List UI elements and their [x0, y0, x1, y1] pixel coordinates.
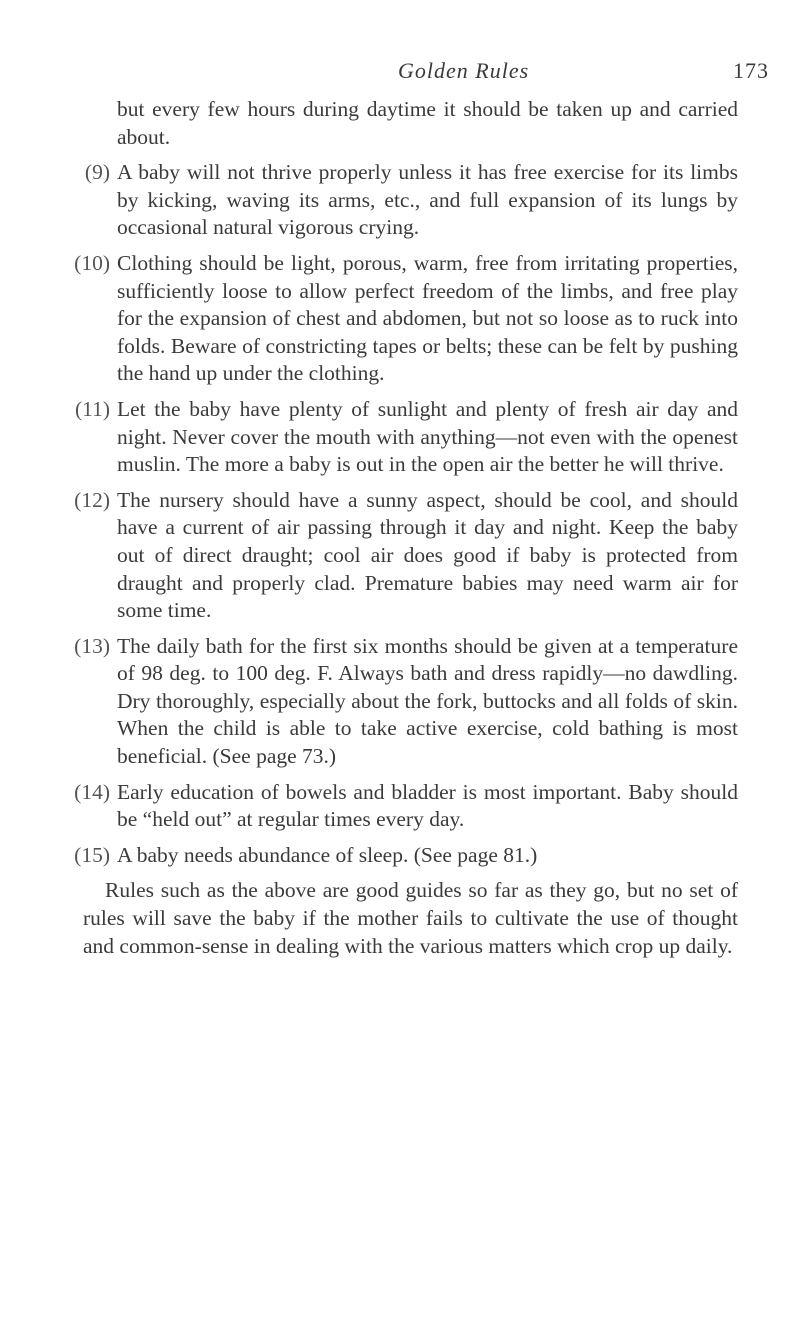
rule-number: (10) [74, 250, 110, 275]
rule-text: Early education of bowels and bladder is most important. Baby should be “held out” at regular times every day. [117, 779, 738, 832]
rule-text: A baby needs abundance of sleep. (See page 81.) [117, 842, 538, 867]
rule-number: (12) [74, 487, 110, 512]
rule-item-10 [0, 250, 800, 388]
rule-item-14 [0, 779, 800, 834]
rule-item-13 [0, 633, 800, 771]
rule-item-9 [0, 159, 800, 242]
rule-number: (13) [74, 633, 110, 658]
rule-item-12 [0, 487, 800, 625]
rule-text: A baby will not thrive properly unless it has free exercise for its limbs by kicking, waving its arms, etc., and full expansion of its lungs by occasional natural vigorous crying. [117, 160, 738, 240]
rule-item-15 [0, 842, 800, 870]
rule-number: (9) [84, 160, 110, 185]
page-body [0, 96, 800, 960]
continuation-paragraph: but every few hours during daytime it should be taken up and carried about. [117, 97, 738, 149]
rule-text: Clothing should be light, porous, warm, free from irritating properties, sufficiently loose to allow perfect freedom of the limbs, and free play for the expansion of chest and abdomen, but not so loose as to ruck into folds. Beware of constricting tapes or belts; these can be felt by pushing the hand up under the clothing. [117, 250, 738, 386]
closing-paragraph: Rules such as the above are good guides so far as they go, but no set of rules will save the baby if the mother fails to cultivate the use of thought and common-sense in dealing with the various matters which crop up daily. [83, 878, 738, 958]
running-title: Golden Rules [398, 58, 530, 83]
rule-item-11 [0, 396, 800, 479]
running-head [0, 58, 800, 88]
rule-text: The daily bath for the first six months should be given at a temperature of 98 deg. to 100 deg. F. Always bath and dress rapidly—no dawdling. Dry thoroughly, especially about the fork, buttocks and all folds of skin. When the child is able to take active exercise, cold bathing is most beneficial. (See page 73.) [117, 633, 738, 769]
rule-text: Let the baby have plenty of sunlight and plenty of fresh air day and night. Never cover the mouth with anything—not even with the openest muslin. The more a baby is out in the open air the better he will thrive. [117, 396, 738, 477]
page-number: 173 [733, 58, 769, 83]
rule-text: The nursery should have a sunny aspect, should be cool, and should have a current of air passing through it day and night. Keep the baby out of direct draught; cool air does good if baby is protected from draught and properly clad. Premature babies may need warm air for some time. [117, 487, 738, 623]
rule-number: (14) [74, 779, 110, 804]
rule-number: (15) [74, 842, 110, 867]
rule-number: (11) [74, 396, 110, 421]
